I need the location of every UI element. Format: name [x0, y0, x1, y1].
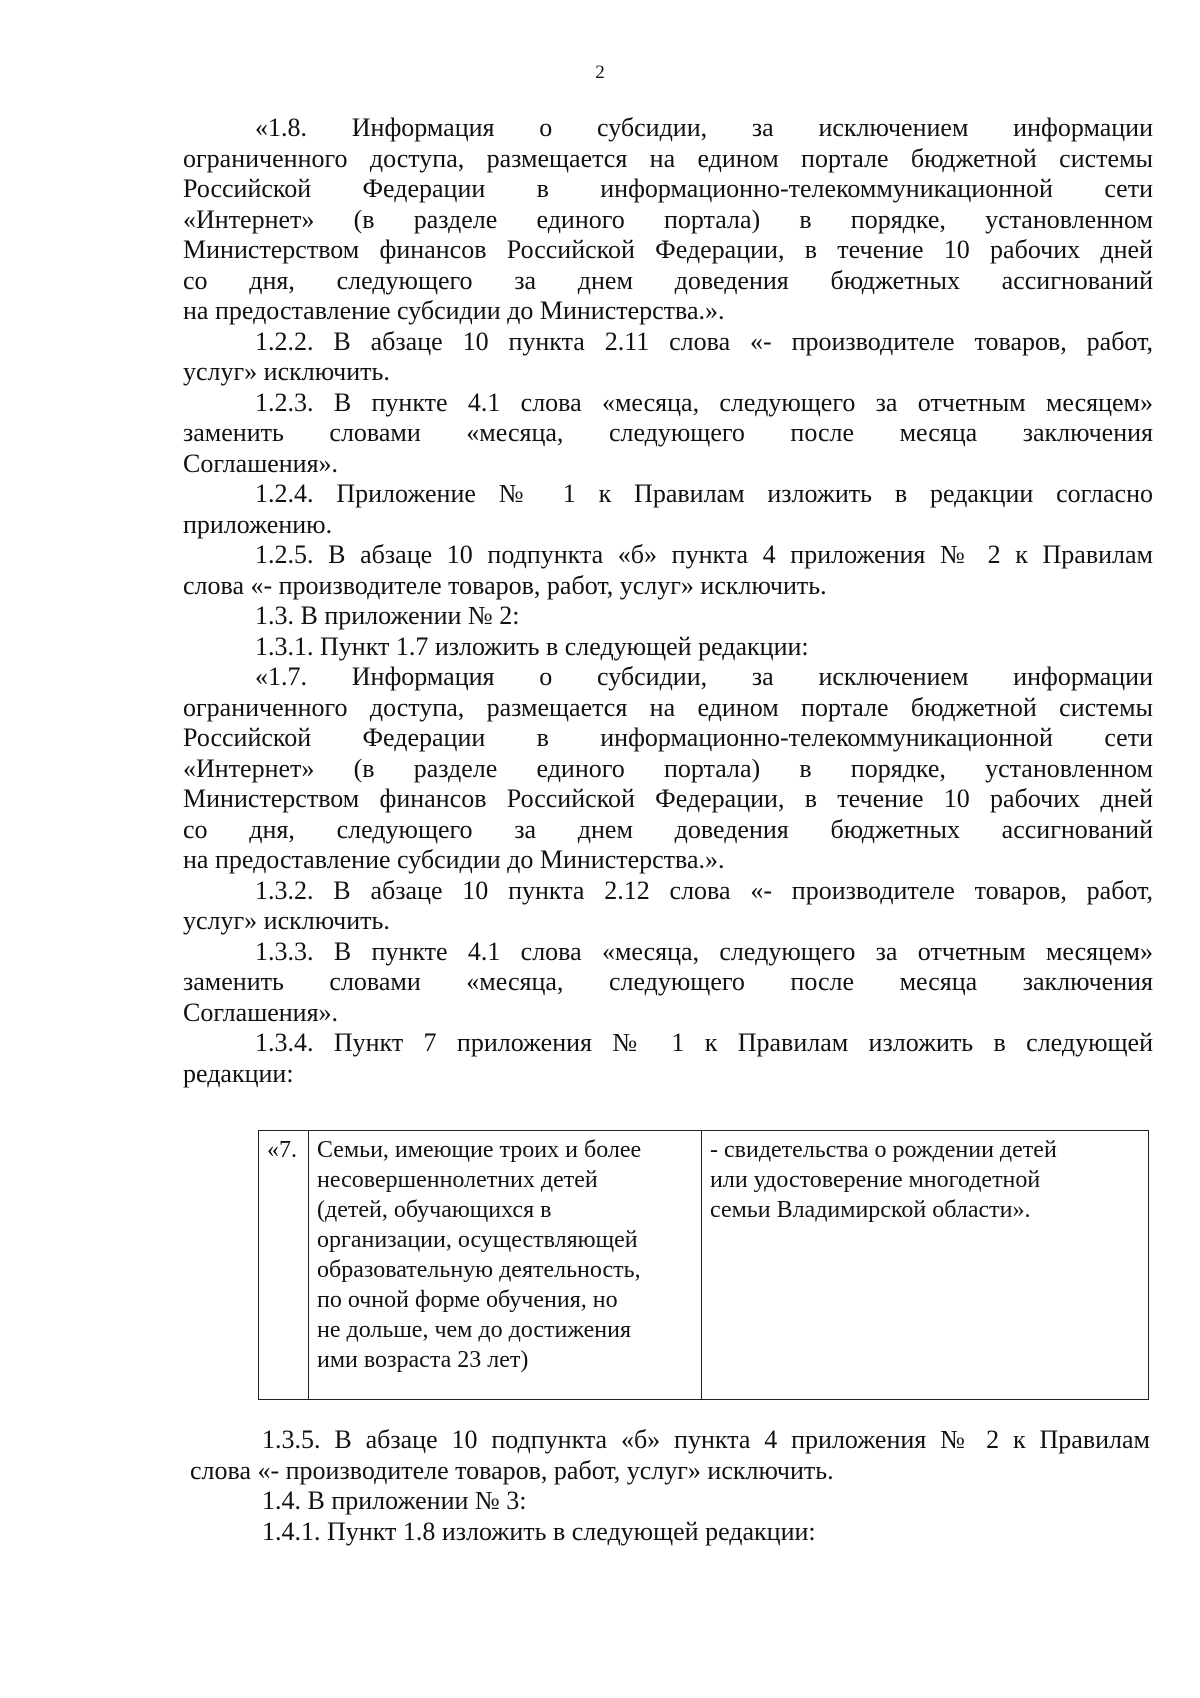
text-line: 1.4. В приложении № 3:	[262, 1486, 527, 1515]
text-line: на предоставление субсидии до Министерства.».	[183, 845, 725, 874]
text-line: услуг» исключить.	[183, 906, 390, 935]
text-line: 1.3.2. В абзаце 10 пункта 2.12 слова «- производителе товаров, работ,	[255, 875, 1153, 905]
page-number: 2	[595, 62, 605, 83]
text-line: слова «- производителе товаров, работ, услуг» исключить.	[190, 1455, 834, 1485]
text-line: 1.2.5. В абзаце 10 подпункта «б» пункта 4 приложения № 2 к Правилам	[255, 540, 1153, 569]
documents-line: - свидетельства о рождении детей	[710, 1137, 1057, 1163]
item-number-cell	[259, 1131, 309, 1400]
text-line: услуг» исключить.	[183, 357, 390, 386]
category-line: несовершеннолетних детей	[317, 1167, 598, 1193]
documents-line: или удостоверение многодетной	[710, 1167, 1041, 1193]
text-line: «Интернет» (в разделе единого портала) в порядке, установленном	[183, 753, 1153, 783]
text-line: Министерством финансов Российской Федерации, в течение 10 рабочих дней	[183, 235, 1153, 264]
text-line: ограниченного доступа, размещается на едином портале бюджетной системы	[183, 692, 1153, 722]
text-line: Министерством финансов Российской Федерации, в течение 10 рабочих дней	[183, 784, 1153, 813]
text-line: приложению.	[183, 509, 333, 539]
text-line: со дня, следующего за днем доведения бюджетных ассигнований	[183, 814, 1153, 844]
text-line: «1.8. Информация о субсидии, за исключением информации	[255, 113, 1153, 142]
text-line: на предоставление субсидии до Министерства.».	[183, 296, 725, 325]
category-cell	[309, 1131, 702, 1400]
text-line: заменить словами «месяца, следующего после месяца заключения	[183, 967, 1153, 996]
text-line: 1.2.4. Приложение № 1 к Правилам изложить в редакции согласно	[255, 479, 1153, 508]
text-line: со дня, следующего за днем доведения бюджетных ассигнований	[183, 265, 1153, 295]
documents-line: семьи Владимирской области».	[710, 1197, 1031, 1223]
amendment-table	[258, 1130, 1149, 1400]
category-line: Семьи, имеющие троих и более	[317, 1137, 642, 1163]
text-line: 1.3.5. В абзаце 10 подпункта «б» пункта 4 приложения № 2 к Правилам	[262, 1425, 1150, 1454]
text-line: Соглашения».	[183, 997, 339, 1027]
text-line: слова «- производителе товаров, работ, услуг» исключить.	[183, 570, 827, 600]
text-line: 1.4.1. Пункт 1.8 изложить в следующей редакции:	[262, 1516, 816, 1546]
text-line: редакции:	[183, 1058, 294, 1088]
text-line: 1.2.2. В абзаце 10 пункта 2.11 слова «- производителе товаров, работ,	[255, 326, 1153, 356]
text-line: «Интернет» (в разделе единого портала) в порядке, установленном	[183, 204, 1153, 234]
text-line: Российской Федерации в информационно-телекоммуникационной сети	[183, 723, 1153, 752]
item-number: «7.	[267, 1137, 297, 1163]
text-line: 1.3.1. Пункт 1.7 изложить в следующей редакции:	[255, 631, 809, 661]
text-line: 1.3. В приложении № 2:	[255, 601, 520, 630]
category-line: ими возраста 23 лет)	[317, 1347, 529, 1373]
documents-cell	[702, 1131, 1149, 1400]
text-line: Российской Федерации в информационно-телекоммуникационной сети	[183, 174, 1153, 203]
text-line: заменить словами «месяца, следующего после месяца заключения	[183, 418, 1153, 447]
text-line: Соглашения».	[183, 448, 339, 478]
text-line: 1.3.4. Пункт 7 приложения № 1 к Правилам изложить в следующей	[255, 1028, 1153, 1057]
category-line: (детей, обучающихся в	[317, 1197, 552, 1223]
text-line: 1.3.3. В пункте 4.1 слова «месяца, следующего за отчетным месяцем»	[255, 936, 1153, 966]
body-text-block-1	[183, 113, 1153, 1089]
text-line: «1.7. Информация о субсидии, за исключением информации	[255, 662, 1153, 691]
text-line: 1.2.3. В пункте 4.1 слова «месяца, следующего за отчетным месяцем»	[255, 387, 1153, 417]
category-line: не дольше, чем до достижения	[317, 1317, 632, 1343]
text-line: ограниченного доступа, размещается на едином портале бюджетной системы	[183, 143, 1153, 173]
category-line: организации, осуществляющей	[317, 1227, 638, 1253]
category-line: по очной форме обучения, но	[317, 1287, 618, 1313]
category-line: образовательную деятельность,	[317, 1257, 641, 1283]
table-row	[259, 1131, 1149, 1400]
body-text-block-2	[190, 1425, 1150, 1547]
